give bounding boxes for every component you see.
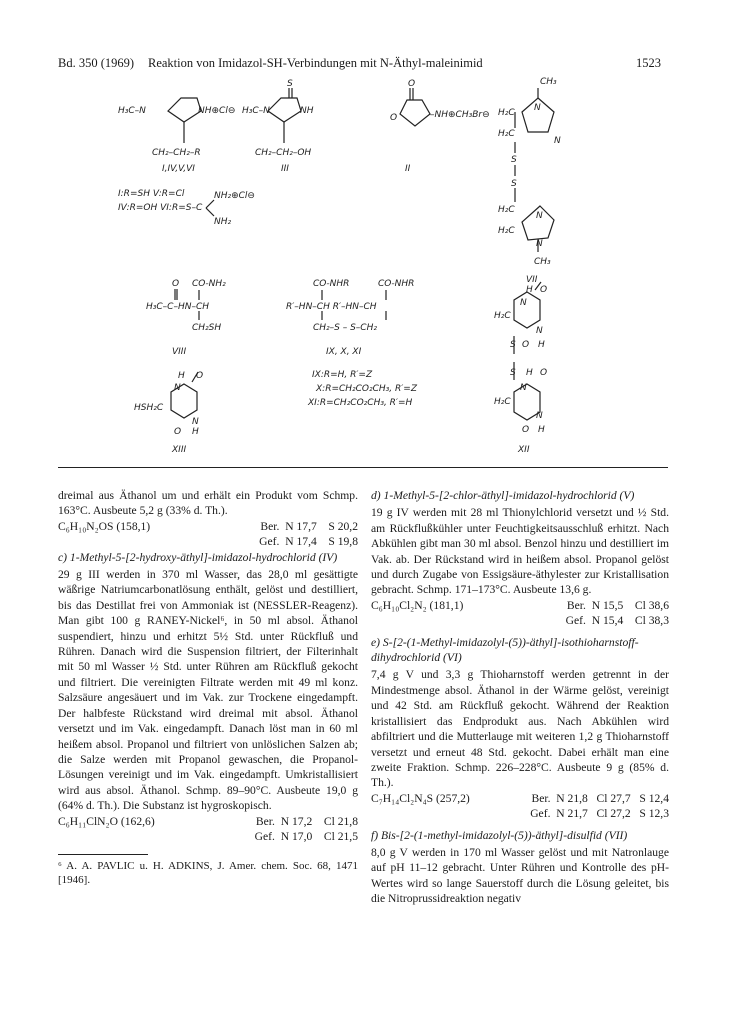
- struct-vii-s1: S: [511, 155, 517, 165]
- struct-vii-n1: N: [534, 103, 541, 113]
- struct-ii-o-top: O: [408, 79, 416, 89]
- analysis-e-formula: C₇H₁₄Cl₂N₄S (257,2): [371, 791, 470, 805]
- analysis-2-calc: Ber. N 17,2 Cl 21,8: [255, 814, 358, 828]
- struct-vii-n4: N: [536, 239, 543, 249]
- struct-xii-h1: H: [526, 285, 533, 295]
- struct-xii-h1b: H: [538, 340, 545, 350]
- figure-divider: [58, 467, 668, 468]
- struct-vii-ch3-bottom: CH₃: [534, 257, 551, 267]
- section-d-heading: d) 1-Methyl-5-[2-chlor-äthyl]-imidazol-hydrochlorid (V): [371, 489, 635, 502]
- struct-xiii-o2: O: [174, 427, 182, 437]
- struct-i-caption: I,IV,V,VI: [162, 164, 195, 174]
- struct-xii-s2: S: [510, 368, 516, 378]
- struct-ix-bridge: CH₂–S – S–CH₂: [313, 323, 377, 333]
- struct-i-nh-cl: NH⊕Cl⊖: [198, 106, 236, 116]
- struct-viii-main: H₃C–C–HN–CH: [146, 302, 209, 312]
- header-title: Reaktion von Imidazol-SH-Verbindungen mit N-Äthyl-maleinimid: [148, 56, 483, 70]
- section-d-text: 19 g IV werden mit 28 ml Thionylchlorid versetzt und ½ Std. am Rückflußkühler unter Feuchtigkeitsausschluß erhitzt. Nach Abkühlen gibt man 30 ml absol. Benzol hinzu und destilliert im Vak. ab. Der Rückstand wird in heißem absol. Propanol gelöst und durch Zugabe von Essigsäure-äthylester zur Kristallisation gebracht. Schmp. 171–173°C. Ausbeute 13,6 g.: [371, 506, 669, 597]
- r-definition-nh2-plus: NH₂⊕Cl⊖: [214, 191, 255, 201]
- struct-iii-side-chain: CH₂–CH₂–OH: [255, 148, 312, 158]
- struct-ix-caption: IX, X, XI: [326, 347, 362, 357]
- struct-xii-o2: O: [522, 340, 530, 350]
- struct-ix-def3: XI:R=CH₂CO₂CH₃, R′=H: [308, 398, 413, 408]
- struct-xii-caption: XII: [518, 445, 530, 455]
- struct-ix-def1: IX:R=H, R′=Z: [312, 370, 373, 380]
- struct-i-ch3n: H₃C–N: [118, 106, 146, 116]
- struct-xii-n4: N: [536, 411, 543, 421]
- footnote-divider: [58, 854, 148, 855]
- struct-ix-def2: X:R=CH₂CO₂CH₃, R′=Z: [316, 384, 418, 394]
- struct-vii-h2c4: H₂C: [498, 226, 515, 236]
- struct-viii-caption: VIII: [172, 347, 187, 357]
- struct-iii-s: S: [287, 79, 293, 89]
- struct-xiii-n2: N: [192, 417, 199, 427]
- section-c-heading: c) 1-Methyl-5-[2-hydroxy-äthyl]-imidazol-hydrochlorid (IV): [58, 550, 338, 564]
- struct-xii-h2c1: H₂C: [494, 311, 511, 321]
- struct-xii-n2: N: [536, 326, 543, 336]
- r-definition-line1: I:R=SH V:R=Cl: [118, 189, 185, 199]
- header-volume: Bd. 350 (1969): [58, 56, 135, 70]
- struct-ix-main: R′–HN–CH R′–HN–CH: [286, 302, 377, 312]
- struct-xii-s1: S: [510, 340, 516, 350]
- struct-xiii-h2: H: [192, 427, 199, 437]
- section-f-text: 8,0 g V werden in 170 ml Wasser gelöst und mit Natronlauge auf pH 11–12 gebracht. Unter Rühren und Kontrolle des pH-Wertes wird so lange Sauerstoff durch die Lösung geleitet, bis die Nitroprussidreaktion negativ: [371, 845, 669, 906]
- struct-iii-nh: NH: [300, 106, 314, 116]
- struct-vii-s2: S: [511, 179, 517, 189]
- section-c-text: 29 g III werden in 370 ml Wasser, das 28,0 ml gesättigte wäßrige Natriumcarbonatlösung enthält, gelöst und destilliert, bis das Destillat frei von Ammoniak ist (NESSLER-Reagenz). Man gibt 100 g RANEY-Nickel⁶, in 50 ml absol. Äthanol suspendiert, hinzu und erhitzt 5½ Std. unter Rückfluß und Rühren. Danach wird die Suspension filtriert, der Filterinhalt mit 50 ml Wasser ½ Std. unter Rühren am Rückfluß gekocht und filtriert. Die vereinigten Filtrate werden mit 49 ml konz. Salzsäure angesäuert und im Vak. zur Trockene eingedampft. Der halbfeste Rückstand wird dreimal mit absol. Äthanol versetzt und im Vak. eingedampft. Danach löst man in 60 ml heißem absol. Propanol und filtriert von unlöslichen Salzen ab; die Salze werden mit Propanol gewaschen, die Propanol-Lösungen vereinigt und im Vak. eingedampft. Umkristallisiert wird aus absol. Äthanol. Schmp. 89–90°C. Ausbeute 19,0 g (64% d. Th.). Die Substanz ist hygroskopisch.: [58, 568, 358, 813]
- struct-vii-h2c2: H₂C: [498, 129, 515, 139]
- section-f-heading: f) Bis-[2-(1-methyl-imidazolyl-(5))-äthyl]-disulfid (VII): [371, 828, 628, 842]
- section-e-text: 7,4 g V und 3,3 g Thioharnstoff werden getrennt in der Mindestmenge absol. Äthanol in der Wärme gelöst, vereinigt und 42 Std. am Rückfluß gekocht. Während der Reaktion kristallisiert das Endprodukt aus. Nach Abkühlen wird abfiltriert und die Mutterlauge mit weiteren 1,2 g Thioharnstoff versetzt und erneut 48 Std. gekocht. Dabei erhält man eine zweite Fraktion. Schmp. 226–228°C. Ausbeute 9 g (85% d. Th.).: [371, 668, 669, 790]
- analysis-1-found: Gef. N 17,4 S 19,8: [259, 535, 358, 549]
- r-definition-nh2: NH₂: [214, 217, 232, 227]
- analysis-block-1: [58, 519, 358, 534]
- struct-iii-caption: III: [281, 164, 289, 174]
- analysis-block-2: [58, 814, 358, 829]
- analysis-block-d: [371, 598, 669, 613]
- analysis-block-e: [371, 791, 669, 806]
- struct-xii-o4: O: [522, 425, 530, 435]
- struct-xiii-o: O: [196, 371, 204, 381]
- struct-xii-h2c2: H₂C: [494, 397, 511, 407]
- struct-i-side-chain: CH₂–CH₂–R: [152, 148, 201, 158]
- struct-ii-caption: II: [405, 164, 411, 174]
- analysis-1-formula: C₆H₁₀N₂OS (158,1): [58, 519, 151, 533]
- header-page-number: 1523: [636, 56, 661, 70]
- struct-xii-h2: H: [526, 368, 533, 378]
- struct-xiii-caption: XIII: [172, 445, 187, 455]
- struct-xiii-n: N: [174, 383, 181, 393]
- struct-ix-co1: CO-NHR: [313, 279, 350, 289]
- struct-vii-n3: N: [536, 211, 543, 221]
- struct-vii-n2: N: [554, 136, 561, 146]
- struct-xiii-h: H: [178, 371, 185, 381]
- analysis-d-formula: C₆H₁₀Cl₂N₂ (181,1): [371, 598, 464, 612]
- section-e-heading: e) S-[2-(1-Methyl-imidazolyl-(5))-äthyl]-isothioharnstoff-dihydrochlorid (VI): [371, 635, 639, 665]
- struct-vii-h2c1: H₂C: [498, 108, 515, 118]
- struct-xii-o3: O: [540, 368, 548, 378]
- right-column: [371, 488, 669, 907]
- analysis-2-found: Gef. N 17,0 Cl 21,5: [254, 829, 358, 843]
- struct-ii-nh: –NH⊕CH₃Br⊖: [430, 110, 490, 120]
- struct-vii-caption: VII: [526, 275, 538, 285]
- struct-viii-o: O: [172, 279, 180, 289]
- analysis-d-calc: Ber. N 15,5 Cl 38,6: [566, 598, 669, 612]
- struct-viii-conh2: CO-NH₂: [192, 279, 226, 289]
- chemical-structures-figure: [0, 0, 733, 470]
- struct-xiii-hsh2c: HSH₂C: [134, 403, 164, 413]
- struct-viii-ch2sh: CH₂SH: [192, 323, 222, 333]
- r-definition-line2: IV:R=OH VI:R=S–C: [118, 203, 203, 213]
- struct-xii-n1: N: [520, 298, 527, 308]
- struct-vii-ch3-top: CH₃: [540, 77, 557, 87]
- analysis-1-calc: Ber. N 17,7 S 20,2: [260, 519, 358, 533]
- struct-xii-o1: O: [540, 285, 548, 295]
- analysis-2-formula: C₆H₁₁ClN₂O (162,6): [58, 814, 155, 828]
- struct-vii-h2c3: H₂C: [498, 205, 515, 215]
- analysis-e-calc: Ber. N 21,8 Cl 27,7 S 12,4: [531, 791, 669, 805]
- struct-ii-o-left: O: [390, 113, 398, 123]
- struct-iii-ch3n: H₃C–N: [242, 106, 270, 116]
- struct-xii-h2b: H: [538, 425, 545, 435]
- analysis-e-found: Gef. N 21,7 Cl 27,2 S 12,3: [530, 807, 669, 821]
- left-column: [58, 488, 358, 887]
- struct-ix-co2: CO-NHR: [378, 279, 415, 289]
- analysis-d-found: Gef. N 15,4 Cl 38,3: [565, 614, 669, 628]
- paragraph-continuation: dreimal aus Äthanol um und erhält ein Produkt vom Schmp. 163°C. Ausbeute 5,2 g (33% d. Th.).: [58, 489, 358, 518]
- struct-xii-n3: N: [520, 383, 527, 393]
- footnote: ⁶ A. A. PAVLIC u. H. ADKINS, J. Amer. chem. Soc. 68, 1471 [1946].: [58, 860, 358, 887]
